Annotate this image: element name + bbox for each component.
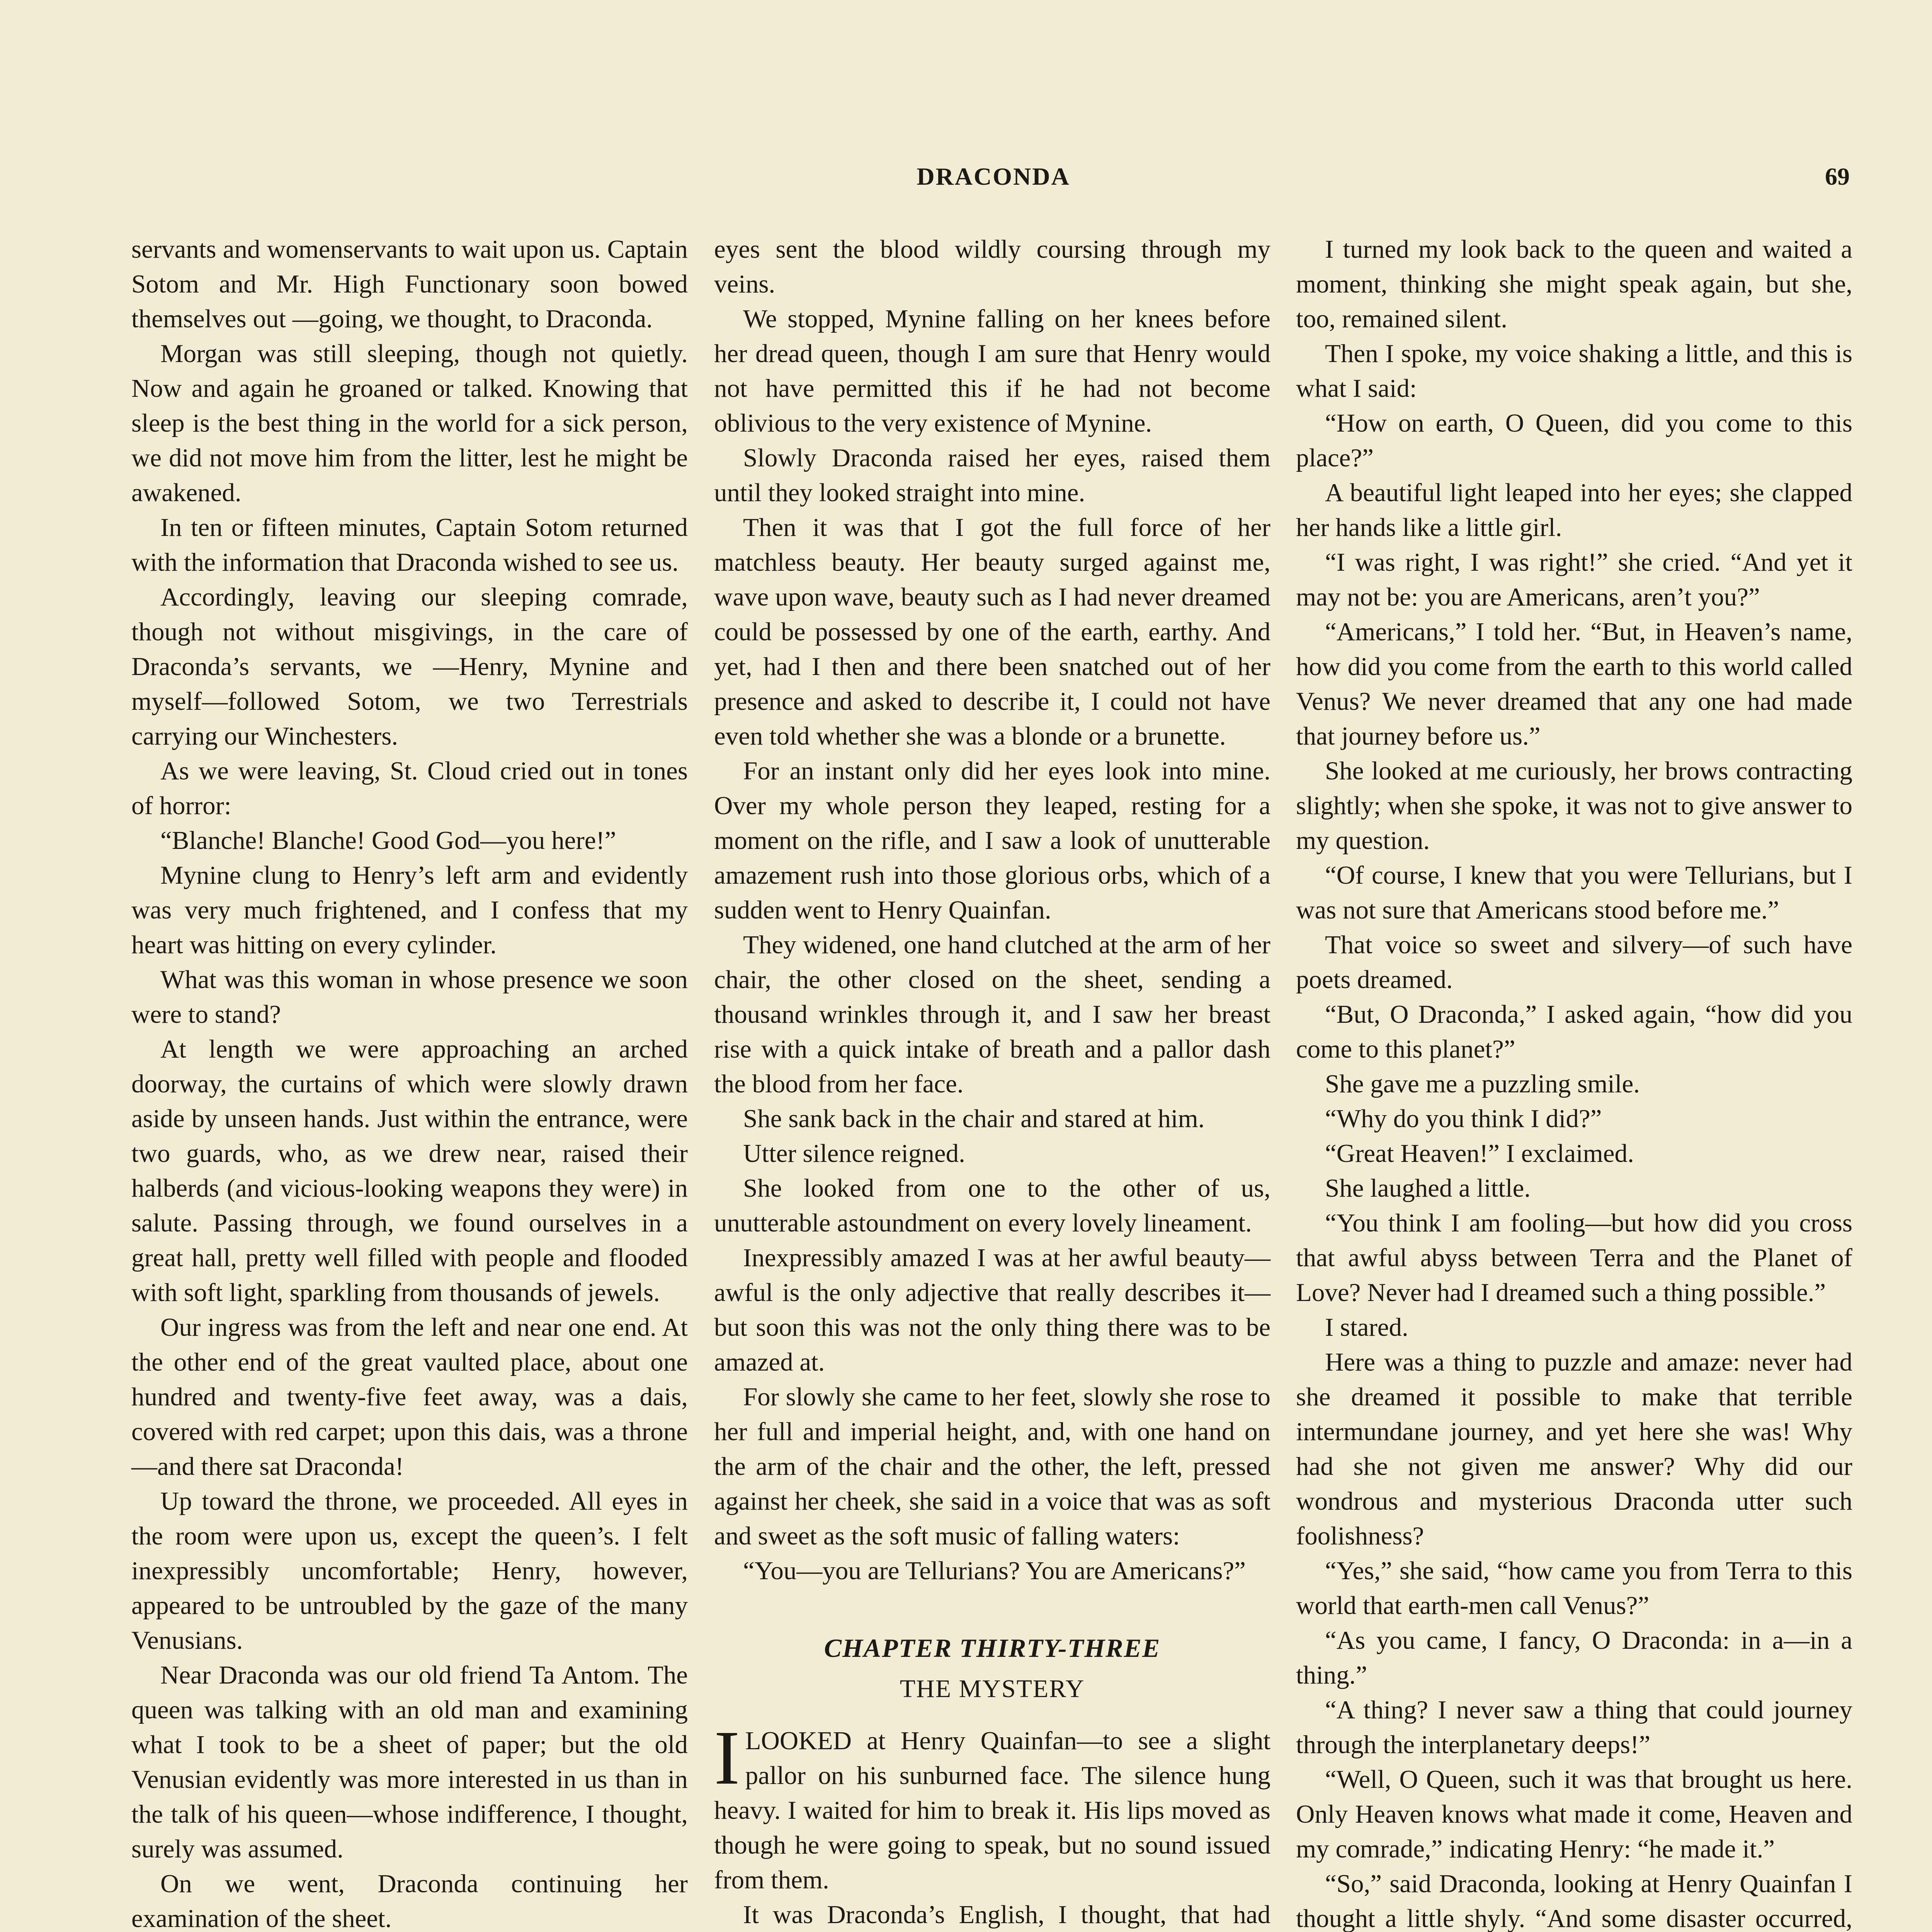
drop-cap: I xyxy=(714,1715,740,1801)
paragraph: She gave me a puzzling smile. xyxy=(1325,1070,1640,1098)
paragraph: Mynine clung to Henry’s left arm and evidently was very much frightened, and I confess that my heart was hitting on every cylinder. xyxy=(131,861,688,959)
paragraph: At length we were approaching an arched doorway, the curtains of which were slowly drawn aside by unseen hands. Just within the entrance, were two guards, who, as we drew near, raised their halberds (and vicious-looking weapons they were) in salute. Passing through, we found ourselves in a great hall, pretty well filled with people and flooded with soft light, sparkling from thousands of jewels. xyxy=(131,1035,688,1307)
paragraph: “Well, O Queen, such it was that brought us here. Only Heaven knows what made it come, Heaven and my comrade,” indicating Henry: “he made it.” xyxy=(1296,1765,1852,1863)
paragraph: eyes sent the blood wildly coursing through my veins. xyxy=(714,235,1270,298)
paragraph: What was this woman in whose presence we soon were to stand? xyxy=(131,965,688,1029)
chapter-title: CHAPTER THIRTY-THREE xyxy=(824,1633,1161,1663)
paragraph: Slowly Draconda raised her eyes, raised them until they looked straight into mine. xyxy=(714,444,1270,507)
text-column-middle xyxy=(714,232,1270,1932)
paragraph: “I was right, I was right!” she cried. “And yet it may not be: you are Americans, aren’t you?” xyxy=(1296,548,1852,611)
paragraph: I turned my look back to the queen and waited a moment, thinking she might speak again, but she, too, remained silent. xyxy=(1296,235,1852,333)
text-column-left xyxy=(131,232,688,1932)
paragraph: “Why do you think I did?” xyxy=(1325,1104,1602,1133)
paragraph: On we went, Draconda continuing her examination of the sheet. xyxy=(131,1869,688,1932)
paragraph: As we were leaving, St. Cloud cried out in tones of horror: xyxy=(131,757,688,820)
chapter-opening-paragraph xyxy=(714,1715,1270,1897)
opening-paragraph-text: LOOKED at Henry Quainfan—to see a slight pallor on his sunburned face. The silence hung heavy. I waited for him to break it. His lips moved as though he were going to speak, but no sound issued from them. xyxy=(714,1726,1270,1894)
paragraph: I stared. xyxy=(1325,1313,1408,1342)
paragraph: Utter silence reigned. xyxy=(743,1139,965,1168)
paragraph: “You—you are Tellurians? You are Americans?” xyxy=(743,1556,1246,1585)
paragraph: servants and womenservants to wait upon us. Captain Sotom and Mr. High Functionary soon bowed themselves out —going, we thought, to Draconda. xyxy=(131,235,688,333)
paragraph: Here was a thing to puzzle and amaze: never had she dreamed it possible to make that terrible intermundane journey, and yet here she was! Why had she not given me answer? Why did our wondrous and mysterious Draconda utter such foolishness? xyxy=(1296,1348,1852,1550)
column-middle-paragraphs xyxy=(714,232,1270,1588)
paragraph: She looked at me curiously, her brows contracting slightly; when she spoke, it was not to give answer to my question. xyxy=(1296,757,1852,855)
paragraph: “How on earth, O Queen, did you come to this place?” xyxy=(1296,409,1852,472)
paragraph: For slowly she came to her feet, slowly she rose to her full and imperial height, and, with one hand on the arm of the chair and the other, the left, pressed against her cheek, she said in a voice that was as soft and sweet as the soft music of falling waters: xyxy=(714,1383,1270,1550)
paragraph: It was Draconda’s English, I thought, that had xyxy=(743,1900,1270,1929)
paragraph: “Yes,” she said, “how came you from Terra to this world that earth-men call Venus?” xyxy=(1296,1556,1852,1620)
paragraph: Up toward the throne, we proceeded. All eyes in the room were upon us, except the queen’s. I felt inexpressibly uncomfortable; Henry, however, appeared to be untroubled by the gaze of the many Venusians. xyxy=(131,1487,688,1655)
paragraph: “As you came, I fancy, O Draconda: in a—in a thing.” xyxy=(1296,1626,1852,1689)
paragraph: “A thing? I never saw a thing that could journey through the interplanetary deeps!” xyxy=(1296,1696,1852,1759)
paragraph: “Great Heaven!” I exclaimed. xyxy=(1325,1139,1634,1168)
paragraph: “Of course, I knew that you were Tellurians, but I was not sure that Americans stood before me.” xyxy=(1296,861,1852,924)
paragraph: She looked from one to the other of us, unutterable astoundment on every lovely lineament. xyxy=(714,1174,1270,1237)
paragraph: Accordingly, leaving our sleeping comrade, though not without misgivings, in the care of Draconda’s servants, we —Henry, Mynine and myself—followed Sotom, we two Terrestrials carrying our Winchesters. xyxy=(131,583,688,750)
paragraph: Then it was that I got the full force of her matchless beauty. Her beauty surged against me, wave upon wave, beauty such as I had never dreamed could be possessed by one of the earth, earthy. And yet, had I then and there been snatched out of her presence and asked to describe it, I could not have even told whether she was a blonde or a brunette. xyxy=(714,513,1270,750)
paragraph: She laughed a little. xyxy=(1325,1174,1531,1202)
paragraph: “Americans,” I told her. “But, in Heaven’s name, how did you come from the earth to this world called Venus? We never dreamed that any one had made that journey before us.” xyxy=(1296,617,1852,750)
paragraph: Morgan was still sleeping, though not quietly. Now and again he groaned or talked. Knowing that sleep is the best thing in the world for a sick person, we did not move him from the litter, lest he might be awakened. xyxy=(131,339,688,507)
paragraph: Inexpressibly amazed I was at her awful beauty—awful is the only adjective that really describes it—but soon this was not the only thing there was to be amazed at. xyxy=(714,1243,1270,1376)
paragraph: A beautiful light leaped into her eyes; she clapped her hands like a little girl. xyxy=(1296,478,1852,542)
paragraph: We stopped, Mynine falling on her knees before her dread queen, though I am sure that Henry would not have permitted this if he had not become oblivious to the very existence of Mynine. xyxy=(714,304,1270,437)
text-column-right xyxy=(1296,232,1852,1932)
paragraph: “You think I am fooling—but how did you cross that awful abyss between Terra and the Planet of Love? Never had I dreamed such a thing possible.” xyxy=(1296,1209,1852,1307)
paragraph: In ten or fifteen minutes, Captain Sotom returned with the information that Draconda wished to see us. xyxy=(131,513,688,577)
paragraph: “But, O Draconda,” I asked again, “how did you come to this planet?” xyxy=(1296,1000,1852,1063)
running-head: DRACONDA xyxy=(917,163,1070,190)
paragraph: Our ingress was from the left and near one end. At the other end of the great vaulted place, about one hundred and twenty-five feet away, was a dais, covered with red carpet; upon this dais, was a throne—and there sat Draconda! xyxy=(131,1313,688,1481)
page-number: 69 xyxy=(1825,163,1850,190)
paragraph: “Blanche! Blanche! Good God—you here!” xyxy=(160,826,616,855)
paragraph: For an instant only did her eyes look into mine. Over my whole person they leaped, resting for a moment on the rifle, and I saw a look of unutterable amazement rush into those glorious orbs, which of a sudden went to Henry Quainfan. xyxy=(714,757,1270,924)
paragraph: Near Draconda was our old friend Ta Antom. The queen was talking with an old man and examining what I took to be a sheet of paper; but the old Venusian evidently was more interested in us than in the talk of his queen—whose indifference, I thought, surely was assumed. xyxy=(131,1661,688,1863)
paragraph: They widened, one hand clutched at the arm of her chair, the other closed on the sheet, sending a thousand wrinkles through it, and I saw her breast rise with a quick intake of breath and a pallor dash the blood from her face. xyxy=(714,930,1270,1098)
paragraph: That voice so sweet and silvery—of such have poets dreamed. xyxy=(1296,930,1852,994)
chapter-subtitle: THE MYSTERY xyxy=(900,1675,1085,1703)
paragraph: “So,” said Draconda, looking at Henry Quainfan I thought a little shyly. “And some disaster occurred, xyxy=(1296,1869,1852,1932)
paragraph: She sank back in the chair and stared at him. xyxy=(743,1104,1205,1133)
paragraph: Then I spoke, my voice shaking a little, and this is what I said: xyxy=(1296,339,1852,403)
